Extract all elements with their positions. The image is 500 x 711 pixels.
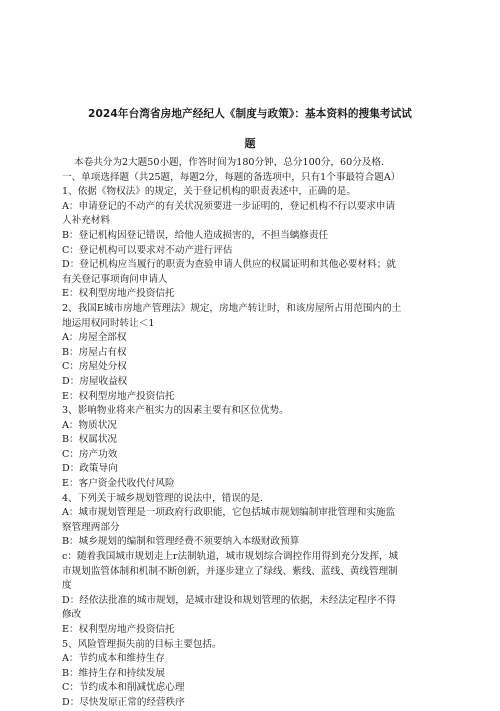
q5-option-c: C：节约成本和削减忧虑心理 — [62, 682, 185, 694]
q1-option-a: A：申请登记的不动产的有关状况须要进一步证明的，登记机构不行以要求申请 — [62, 200, 396, 212]
q3-option-c: C：房产功效 — [62, 448, 118, 460]
q1-option-a-cont: 人补充材料 — [62, 215, 110, 227]
q4-option-d: D：经依法批准的城市规划，是城市建设和规划管理的依据，未经法定程序不得 — [62, 594, 396, 606]
q4-option-a: A：城市规划管理是一项政府行政职能，它包括城市规划编制审批管理和实施监 — [62, 507, 396, 519]
document-body — [62, 156, 444, 711]
document-title: 2024年台湾省房地产经纪人《制度与政策》：基本资料的搜集考试试 — [87, 108, 412, 120]
q2-option-d: D：房屋收益权 — [62, 375, 128, 387]
q4-option-d-cont: 修改 — [62, 609, 82, 621]
question-5: 5、风险管理损失前的目标主要包括。 — [62, 638, 222, 650]
exam-intro: 本卷共分为2大题50小题，作答时间为180分钟，总分100分，60分及格. — [74, 157, 385, 168]
q1-option-b: B：登记机构因登记错误，给他人造成损害的，不担当螭修责任 — [62, 229, 329, 241]
q1-option-e: E：权利型房地产投资信托 — [62, 288, 175, 300]
q4-option-a-cont: 察管理两部分 — [62, 521, 120, 533]
q2-option-c: C：房屋处分权 — [62, 361, 127, 373]
q2-option-b: B：房屋占有权 — [62, 346, 127, 358]
q2-option-e: E：权利型房地产投资信托 — [62, 390, 175, 402]
q2-option-a: A：房屋全部权 — [62, 332, 127, 344]
section-heading: 一、单项选择题（共25题，每题2分，每题的备选项中，只有1个事最符合题A） — [62, 171, 401, 183]
question-2-cont: 地运用权同时转让＜1 — [62, 317, 155, 329]
question-3: 3、影响物业将来产租实力的因素主要有和区位优势。 — [62, 405, 289, 417]
q3-option-d: D：政策导向 — [62, 463, 118, 475]
q3-option-b: B：权属状况 — [62, 434, 118, 446]
q5-option-a: A：节约成本和维持生存 — [62, 653, 165, 665]
document-title-continuation: 题 — [244, 137, 256, 150]
q5-option-b: B：维持生存和持续发展 — [62, 667, 165, 679]
question-1: 1、依据《物权法》的规定，关于登记机构的职责表述中，正确的是。 — [62, 186, 356, 198]
q1-option-d: D：登记机构应当履行的职责为查验申请人供应的权属证明和其他必要材料；就 — [62, 259, 396, 271]
q3-option-e: E：客户资金代收代付风险 — [62, 478, 175, 490]
q1-option-d-cont: 有关登记事项询问申请人 — [62, 273, 168, 285]
q1-option-c: C：登记机构可以要求对不动产进行评估 — [62, 244, 233, 256]
q4-option-c: c：随着我国城市规划走上r法制轨道，城市规划综合调控作用得到充分发挥，城 — [62, 551, 399, 563]
q4-option-c-cont: 市规划监管体制和机制不断创新，并逐步建立了绿线、紫线、蓝线、黄线管理制 — [62, 565, 398, 577]
q3-option-a: A：物质状况 — [62, 419, 117, 431]
q4-option-b: B：城乡规划的编制和管理经费不须要纳入本级财政预算 — [62, 536, 300, 548]
q5-option-d: D：尽快发原正常的经营秩序 — [62, 696, 185, 708]
q4-option-e: E：权利型房地产投资信托 — [62, 624, 175, 635]
q4-option-c-cont-2: 度 — [62, 580, 72, 592]
question-4: 4、下列关于城乡规划管理的说法中，错误的是. — [62, 492, 264, 504]
question-2: 2、我国E城市房地产管理法》规定，房地产转让时，和该房屋所占用范围内的土 — [62, 302, 402, 314]
